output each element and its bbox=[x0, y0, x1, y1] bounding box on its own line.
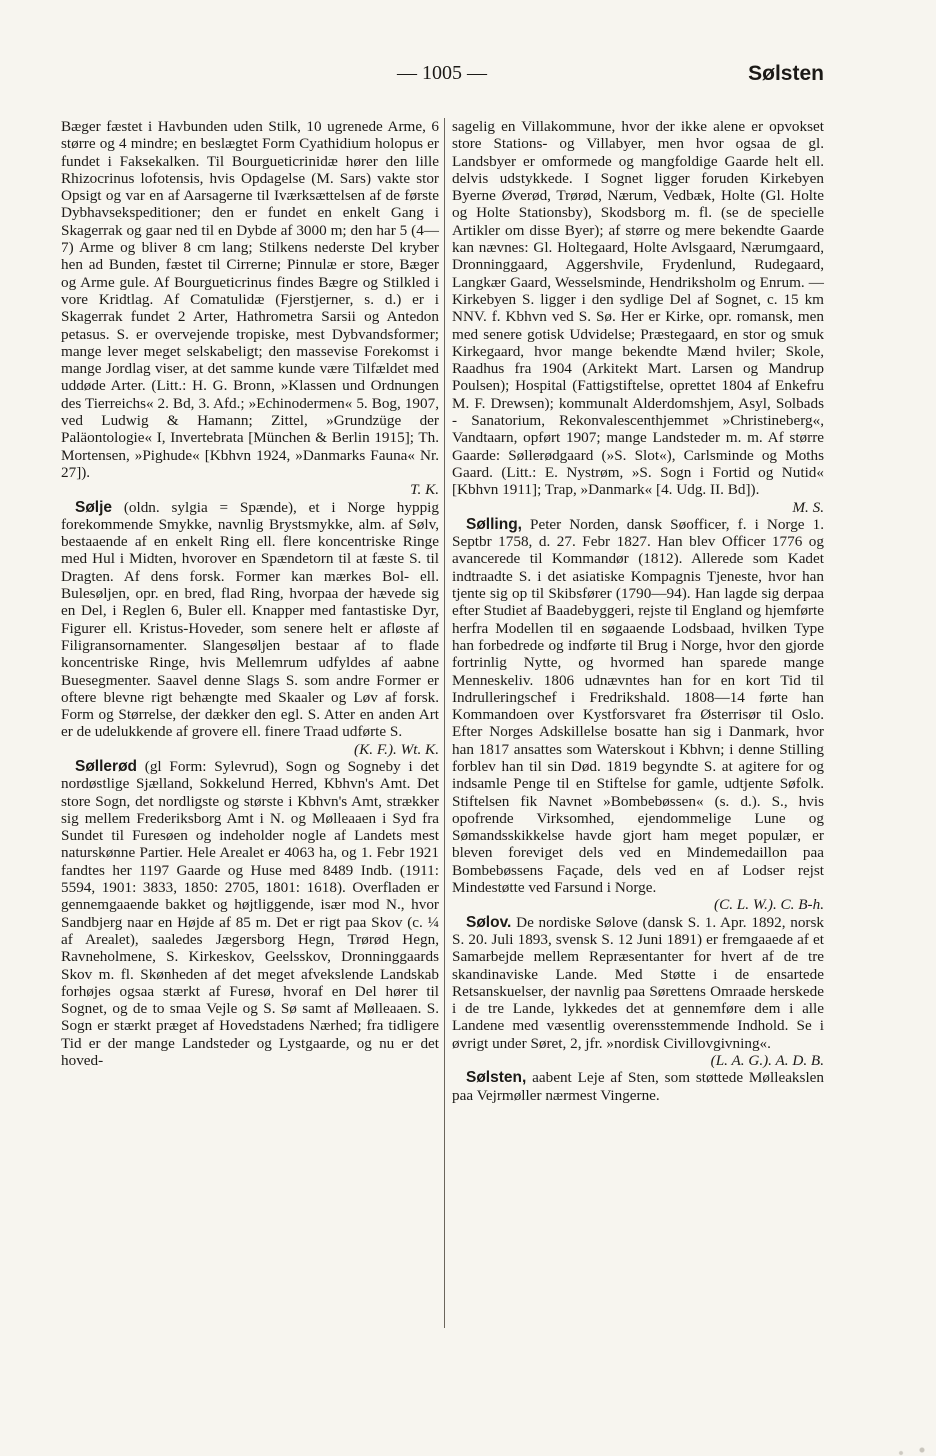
entry-solov bbox=[452, 914, 824, 1052]
page-number: — 1005 — bbox=[397, 62, 487, 84]
entry-continuation: Bæger fæstet i Havbunden uden Stilk, 10 ugrenede Arme, 6 større og 4 mindre; en beslægtet Form Cyathidium holopus er fundet i Faksekalken. Til Bourgueticrinidæ hører den lille Rhizocrinus lofotensis, hvis Opdagelse (M. Sars) vakte stor Opsigt og var en af Aarsagerne til Iværksættelsen af de første Dybhavsekspeditioner; den er fundet en enkelt Gang i Skagerrak og gaar ned til en Dybde af 3000 m; den har 5 (4—7) Arme og bliver 8 cm lang; Stilkens nederste Del kryber hen ad Bunden, fæstet til Cirrerne; Pinnulæ er store, Bæger og Arme gule. Af Bourgueticrinus findes Bægre og Stilkled i vore Kridtlag. Af Comatulidæ (Fjerstjerner, s. d.) er i Skagerrak fundet 2 Arter, Hathrometra Sarsii og Antedon petasus. S. er overvejende tropiske, mest Dybvandsformer; mange lever meget selskabeligt; den massevise Forekomst i mange Jordlag viser, at det samme kunde være Tilfældet med uddøde Arter. (Litt.: H. G. Bronn, »Klassen und Ordnungen des Tierreichs« 2. Bd, 3. Afd.; »Echinodermen« 5. Bog, 1907, ved Ludwig & Hamann; Zittel, »Grundzüge der Paläontologie« I, Invertebrata [München & Berlin 1915]; Th. Mortensen, »Pighude« [Kbhvn 1924, »Danmarks Fauna« Nr. 27]). bbox=[61, 118, 439, 481]
entry-body: Peter Norden, dansk Søofficer, f. i Norge 1. Septbr 1758, d. 27. Febr 1827. Han blev Officer 1776 og avancerede til Kommandør (1812). Allerede som Kadet indtraadte S. i det asiatiske Kompagnis Tjeneste, hvor han tjente sig op til Skibsfører (1790—94). Han lagde sig derpaa efter Studiet af Baadebyggeri, rejste til England og hjemførte herfra Modellen til en søgaaende Lodsbaad, hvilken Type han forbedrede og indførte til Brug i Norge, hvor den gjorde fortrinlig Nytte, og hvormed han sparede mange Menneskeliv. 1806 udnævntes han for en kort Tid til Indrulleringschef i Fredrikshald. 1808—14 førte han Kommandoen over Kystforsvaret fra Østerrisør til Oslo. Efter Norges Adskillelse bosatte han sig i Danmark, hvor han 1817 ansattes som Waterskout i Kbhvn; i denne Stilling forblev han til sin Død. 1819 begyndte S. at agitere for og indsamle Penge til en Stiftelse for gamle, udtjente Søfolk. Stiftelsen fik Navnet »Bombebøssen« (s. d.). S., hvis opofrende Virksomhed, ejendommelige Lune og Sømandsskikkelse havde gjort ham meget populær, er bleven foreviget dels ved en Mindemedaillon paa Bombebøssens Façade, dels ved en af Lodser rejst Mindestøtte ved Farsund i Norge. bbox=[452, 515, 824, 897]
entry-sollerod bbox=[61, 758, 439, 1069]
entry-body: (oldn. sylgia = Spænde), et i Norge hyppig forekommende Smykke, navnlig Brystsmykke, alm. af Sølv, bestaaende af en enkelt Ring ell. flere koncentriske Ringe med Hul i Midten, hvorover en Spændetorn til at fæste S. til Dragten. Af dens forsk. Former kan mærkes Bol- ell. Bulesøljen, opr. en bred, flad Ring, hvorpaa der hævede sig en Del, i Reglen 6, Buler ell. Knapper med fantastiske Dyr, Figurer ell. Kristus-Hoveder, som senere helt er afløste af Filigransornamenter. Slangesøljen bestaar af to flade koncentriske Ringe, hvis Mellemrum udfyldes af aabne Buesegmenter. Saavel denne Slags S. som andre Former er oftere blevne rigt behængte med Skaaler og Løv af forsk. Form og Størrelse, der dækker den egl. S. Atter en anden Art er de udelukkende af grovere ell. finere Traad udførte S. bbox=[61, 498, 439, 741]
author-signature: (K. F.). Wt. K. bbox=[354, 740, 439, 758]
author-signature: T. K. bbox=[410, 481, 439, 499]
headword: Sølsten, bbox=[466, 1069, 527, 1087]
headword: Sølling, bbox=[466, 515, 522, 533]
entry-solsten bbox=[452, 1069, 824, 1104]
entry-body: aabent Leje af Sten, som støttede Mølleakslen paa Vejrmøller nærmest Vingerne. bbox=[452, 1069, 824, 1104]
headword: Søllerød bbox=[75, 757, 138, 775]
right-column bbox=[452, 118, 824, 1104]
author-signature: M. S. bbox=[792, 498, 824, 516]
headword: Sølje bbox=[75, 498, 113, 516]
headword: Sølov. bbox=[466, 913, 512, 931]
entry-solling bbox=[452, 516, 824, 897]
left-column bbox=[61, 118, 439, 1069]
entry-body: De nordiske Sølove (dansk S. 1. Apr. 1892, norsk S. 20. Juli 1893, svensk S. 12 Juni 1891) er fremgaaede af et Samarbejde mellem Repræsentanter for hvert af de tre skandinaviske Lande. Med Støtte i de ensartede Retsanskuelser, der navnlig paa Sørettens Omraade herskede i de tre Lande, lykkedes det at gennemføre dem i alle Landene med væsentlig overensstemmende Indhold. Se i øvrigt under Søret, 2, jfr. »nordisk Civillovgivning«. bbox=[452, 913, 824, 1052]
entry-solje bbox=[61, 499, 439, 741]
running-head: Sølsten bbox=[748, 62, 824, 85]
author-signature: (C. L. W.). C. B-h. bbox=[714, 896, 824, 914]
entry-body: (gl Form: Sylevrud), Sogn og Sogneby i det nordøstlige Sjælland, Sokkelund Herred, Kbhvn's Amt. Det store Sogn, det nordligste og største i Kbhvn's Amt, strækker sig mellem Frederiksborg Amt i N. og Mølleaaen i Syd fra Sundet til Furesøen og indeholder nogle af Landets mest naturskønne Partier. Hele Arealet er 4063 ha, og 1. Febr 1921 fandtes her 1197 Gaarde og Huse med 8489 Indb. (1911: 5594, 1901: 3833, 1850: 2705, 1801: 1618). Overfladen er gennemgaaende bakket og højtliggende, især mod N., hvor Sandbjerg naar en Højde af 85 m. Det er rigt paa Skov (c. ¼ af Arealet), saaledes Jægersborg Hegn, Trørød Hegn, Ravneholmene, S. Kirkeskov, Geelsskov, Dronninggaards Skov m. fl. Skønheden af det meget afvekslende Landskab forhøjes ogsaa stærkt af Furesø, hvoraf en Del hører til Sognet, og de to smaa Vejle og S. Sø samt af Mølleaaen. S. Sogn er stærkt præget af Hovedstadens Nærhed; fra tidligere Tid er der mange Landsteder og Lystgaarde, og nu er det hoved- bbox=[61, 757, 439, 1070]
scan-speckle bbox=[866, 1426, 936, 1456]
entry-continuation: sagelig en Villakommune, hvor der ikke alene er opvokset store Stations- og Villabyer, men hvor ogsaa de gl. Landsbyer er omformede og mangfoldige Gaarde helt ell. delvis udstykkede. I Sognet ligger foruden Kirkebyen Byerne Øverød, Trørød, Nærum, Vedbæk, Holte (Gl. Holte og Holte Stationsby), Skodsborg m. fl. (se de specielle Artikler om disse Byer); af større og mere bekendte Gaarde kan nævnes: Gl. Holtegaard, Holte Avlsgaard, Nærumgaard, Dronninggaard, Aggershvile, Frydenlund, Rudegaard, Langkær Gaard, Wesselsminde, Hendriksholm og Enrum. — Kirkebyen S. ligger i den sydlige Del af Sognet, c. 15 km NNV. f. Kbhvn ved S. Sø. Her er Kirke, opr. romansk, men med senere gotisk Udvidelse; Præstegaard, en stor og smuk Kirkegaard, hvor mange bekendte Mænd hviler; Skole, Raadhus fra 1904 (Arkitekt Mart. Larsen og Mandrup Poulsen); Hospital (Fattigstiftelse, oprettet 1804 af Enkefru M. F. Drewsen); kommunalt Alderdomshjem, Asyl, Solbads - Sanatorium, Rekonvalescenthjemmet »Christineberg«, Vandtaarn, opført 1907; mange Landsteder m. m. Af større Gaarde: Søllerødgaard (»S. Slot«), Carlsminde og Moths Gaard. (Litt.: E. Nystrøm, »S. Sogn i Fortid og Nutid« [Kbhvn 1911]; Trap, »Danmark« [4. Udg. II. Bd]). bbox=[452, 118, 824, 499]
column-divider bbox=[444, 118, 445, 1328]
author-signature: (L. A. G.). A. D. B. bbox=[710, 1052, 824, 1070]
page-header bbox=[60, 62, 824, 92]
